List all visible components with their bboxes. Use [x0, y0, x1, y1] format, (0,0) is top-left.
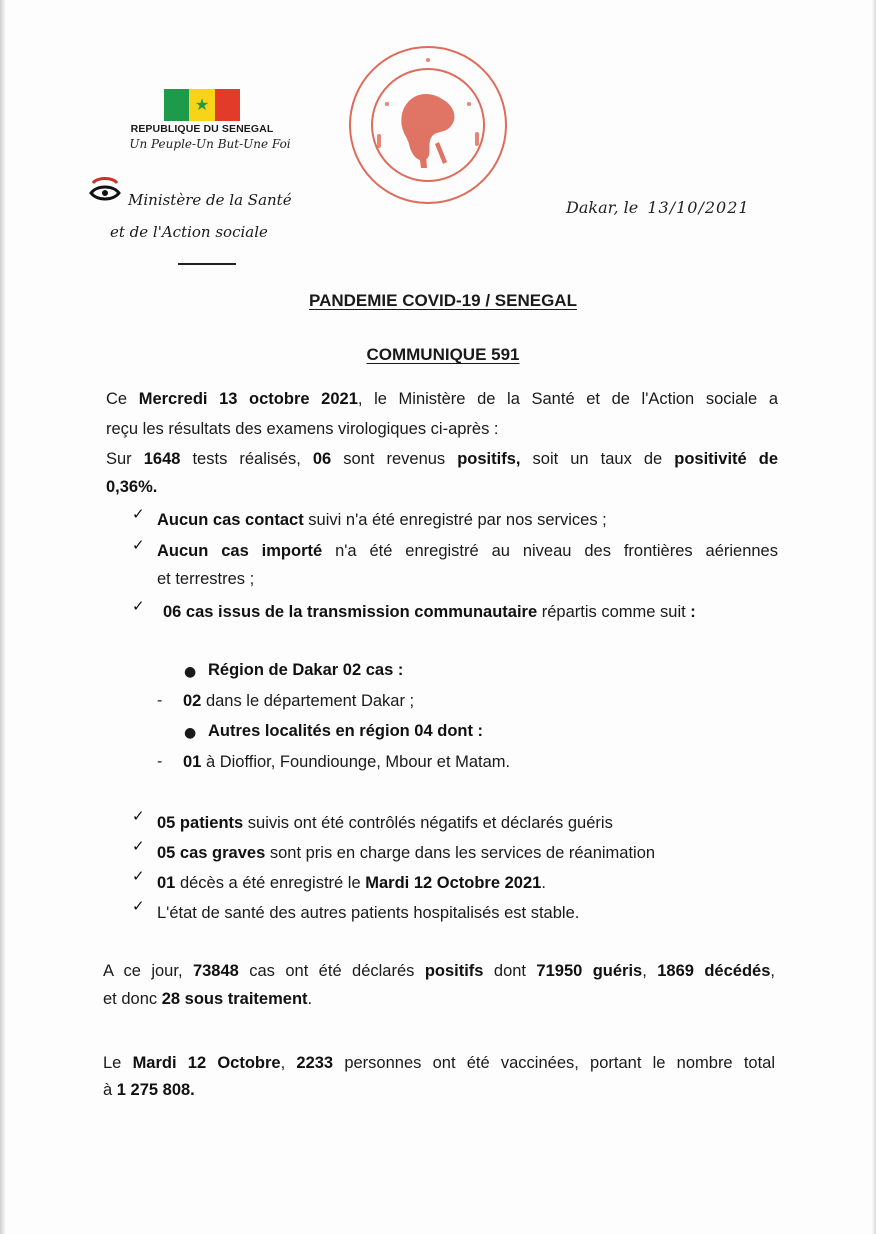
region-others-detail: 01 à Dioffior, Foundiounge, Mbour et Matam.	[183, 753, 511, 771]
region-others: Autres localités en région 04 dont :	[208, 722, 484, 740]
check-item-recovered: 05 patients suivis ont été contrôlés négatifs et déclarés guéris	[157, 814, 613, 832]
bullet-icon: ●	[184, 664, 197, 680]
document-title: PANDEMIE COVID-19 / SENEGAL	[309, 291, 577, 310]
flag-star-icon: ★	[194, 95, 210, 114]
check-item-imported-cont: et terrestres ;	[157, 570, 255, 588]
bullet-icon: ●	[184, 725, 197, 741]
communique-number: COMMUNIQUE 591	[366, 345, 520, 364]
document-date	[566, 198, 750, 217]
dash-icon: -	[157, 692, 163, 709]
ministry-name-line1: Ministère de la Santé	[128, 191, 292, 209]
check-item-community: 06 cas issus de la transmission communautaire répartis comme suit :	[163, 603, 696, 621]
date-label: Dakar, le	[566, 198, 639, 217]
check-item-contact: Aucun cas contact suivi n'a été enregistré par nos services ;	[157, 511, 607, 529]
official-stamp-icon	[347, 44, 509, 206]
check-item-imported: Aucun cas importé n'a été enregistré au niveau des frontières aériennes	[157, 542, 778, 560]
check-item-severe: 05 cas graves sont pris en charge dans les services de réanimation	[157, 844, 656, 862]
check-icon: ✓	[132, 807, 145, 825]
summary-line-2: et donc 28 sous traitement.	[103, 990, 313, 1008]
check-icon: ✓	[132, 597, 145, 615]
national-motto: Un Peuple-Un But-Une Foi	[129, 137, 291, 151]
republic-name: REPUBLIQUE DU SENEGAL	[130, 123, 274, 135]
check-item-stable: L'état de santé des autres patients hospitalisés est stable.	[157, 904, 580, 922]
intro-line-3: Sur 1648 tests réalisés, 06 sont revenus positifs, soit un taux de positivité de	[106, 450, 778, 468]
ministry-logo-icon	[87, 177, 123, 207]
dash-icon: -	[157, 753, 163, 770]
check-icon: ✓	[132, 867, 145, 885]
vaccine-line-1: Le Mardi 12 Octobre, 2233 personnes ont été vaccinées, portant le nombre total	[103, 1054, 776, 1072]
intro-line-2: reçu les résultats des examens virologiques ci-après :	[106, 420, 499, 438]
senegal-flag-icon	[164, 89, 240, 121]
page-edge-shadow-right	[872, 0, 876, 1234]
summary-line-1: A ce jour, 73848 cas ont été déclarés positifs dont 71950 guéris, 1869 décédés,	[103, 962, 775, 980]
intro-line-4: 0,36%.	[106, 478, 158, 496]
vaccine-line-2: à 1 275 808.	[103, 1081, 195, 1099]
date-value: 13/10/2021	[647, 198, 750, 217]
check-icon: ✓	[132, 505, 145, 523]
header-divider	[178, 263, 236, 265]
flag-red-band	[215, 89, 240, 121]
intro-line-1: Ce Mercredi 13 octobre 2021, le Ministère de la Santé et de l'Action sociale a	[106, 390, 778, 408]
check-icon: ✓	[132, 897, 145, 915]
check-item-death: 01 décès a été enregistré le Mardi 12 Octobre 2021.	[157, 874, 546, 892]
check-icon: ✓	[132, 536, 145, 554]
region-dakar: Région de Dakar 02 cas :	[208, 661, 404, 679]
ministry-name-line2: et de l'Action sociale	[110, 223, 268, 241]
flag-green-band	[164, 89, 189, 121]
flag-yellow-band	[189, 89, 214, 121]
region-dakar-detail: 02 dans le département Dakar ;	[183, 692, 415, 710]
check-icon: ✓	[132, 837, 145, 855]
page-edge-shadow-left	[0, 0, 6, 1234]
